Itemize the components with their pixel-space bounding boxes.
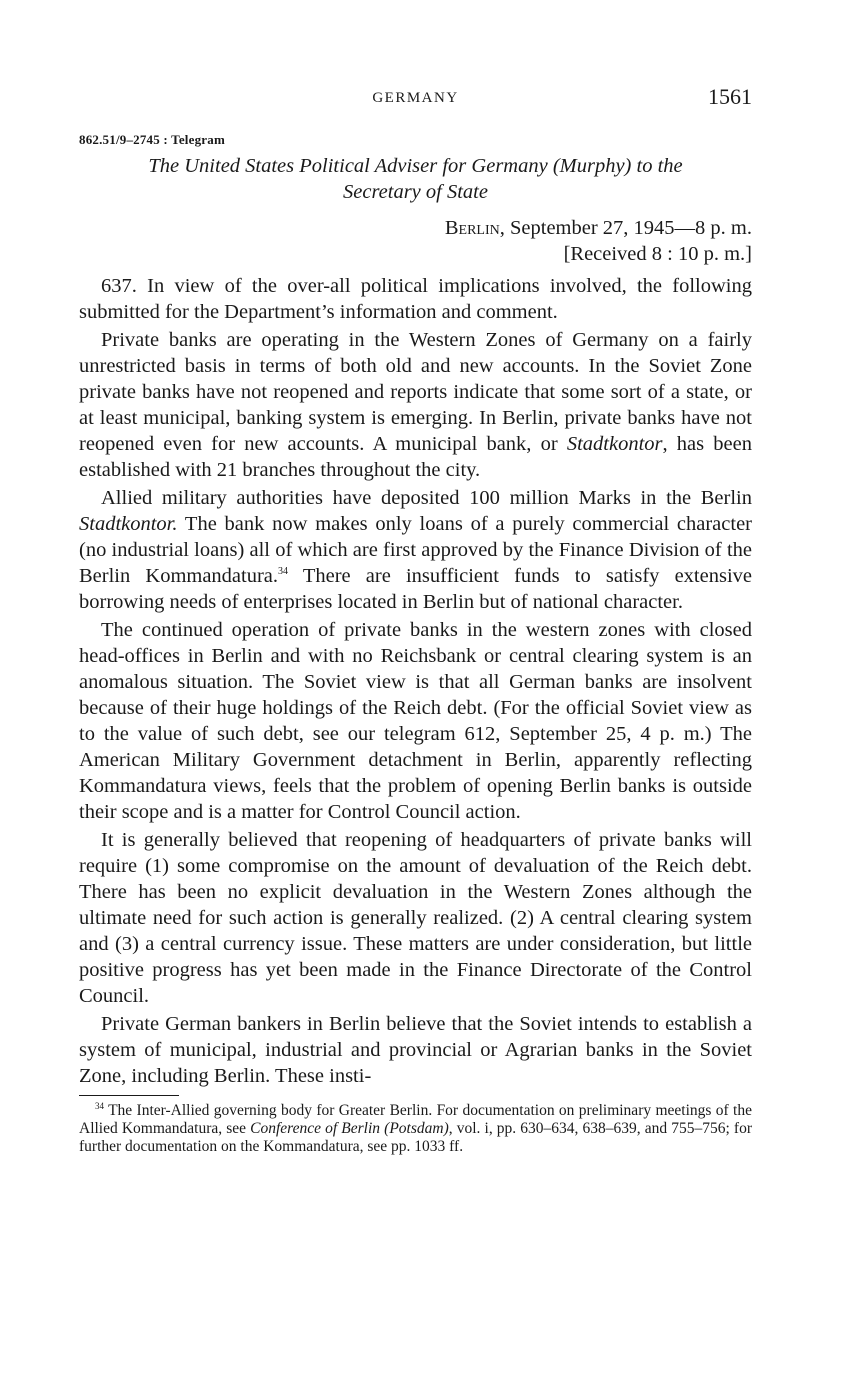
footnote-marker: 34 bbox=[95, 1101, 104, 1111]
document-page bbox=[79, 84, 752, 1156]
page-number: 1561 bbox=[708, 84, 752, 109]
paragraph-3-term: Stadtkontor. bbox=[79, 513, 178, 535]
running-title: GERMANY bbox=[372, 90, 459, 106]
paragraph-2 bbox=[79, 327, 752, 483]
paragraph-3-text-a: Allied military authorities have deposited 100 million Marks in the Berlin bbox=[101, 487, 752, 509]
paragraph-5: It is generally believed that reopening of headquarters of private banks will require (1) some compromise on the amount of devaluation of the Reich debt. There has been no explicit devaluation in the Western Zones although the ultimate need for such action is generally realized. (2) A central clearing system and (3) a central currency issue. These matters are under consideration, but little positive progress has yet been made in the Finance Directorate of the Control Council. bbox=[79, 829, 752, 1007]
document-title-line-1: The United States Political Adviser for Germany (Murphy) to the bbox=[148, 155, 683, 177]
paragraph-2-text-b: , has been established with 21 branches throughout the city. bbox=[79, 433, 753, 481]
paragraph-3 bbox=[79, 485, 752, 615]
paragraph-6: Private German bankers in Berlin believe that the Soviet intends to establish a system of municipal, industrial and provincial or Agrarian banks in the Soviet Zone, including Berlin. These insti- bbox=[79, 1013, 752, 1087]
paragraph-2-term: Stadtkontor bbox=[566, 433, 663, 455]
footnote-divider bbox=[79, 1095, 179, 1096]
footnote-text-a: The Inter-Allied governing body for Greater Berlin. For documentation on preliminary meetings of the Allied Kommandatura, see bbox=[79, 1102, 752, 1137]
footnote-reference: 34 bbox=[278, 566, 289, 577]
paragraph-1: 637. In view of the over-all political implications involved, the following submitted for the Department’s information and comment. bbox=[79, 275, 752, 323]
running-head bbox=[79, 84, 752, 116]
telegram-body bbox=[79, 273, 752, 1089]
dateline-received: [Received 8 : 10 p. m.] bbox=[563, 243, 752, 265]
document-title bbox=[79, 153, 752, 205]
paragraph-3-text-c: There are insufficient funds to satisfy extensive borrowing needs of enterprises located in Berlin but of national character. bbox=[79, 565, 752, 613]
footnote-text-b: , vol. i, pp. 630–634, 638–639, and 755–756; for further documentation on the Kommandatura, see pp. 1033 ff. bbox=[79, 1120, 752, 1155]
dateline bbox=[79, 215, 752, 267]
paragraph-2-text-a: Private banks are operating in the Western Zones of Germany on a fairly unrestricted basis in terms of both old and new accounts. In the Soviet Zone private banks have not reopened and reports indicate that some sort of a state, or at least municipal, banking system is emerging. In Berlin, private banks have not reopened even for new accounts. A municipal bank, or bbox=[79, 329, 752, 455]
paragraph-3-text-b: The bank now makes only loans of a purely commercial character (no industrial loans) all of which are first approved by the Finance Division of the Berlin Kommandatura. bbox=[79, 513, 752, 587]
file-reference: 862.51/9–2745 : Telegram bbox=[79, 132, 225, 147]
dateline-date: , September 27, 1945—8 p. m. bbox=[499, 217, 752, 239]
dateline-sent bbox=[79, 215, 752, 241]
paragraph-4: The continued operation of private banks in the western zones with closed head-offices in Berlin and with no Reichsbank or central clearing system is an anomalous situation. The Soviet view is that all German banks are insolvent because of their huge holdings of the Reich debt. (For the official Soviet view as to the value of such debt, see our telegram 612, September 25, 4 p. m.) The American Military Government detachment in Berlin, apparently reflecting Kommandatura views, feels that the problem of opening Berlin banks is outside their scope and is a matter for Control Council action. bbox=[79, 619, 752, 823]
document-title-line-2: Secretary of State bbox=[343, 181, 488, 203]
footnote-conference-title: Conference of Berlin (Potsdam) bbox=[250, 1120, 449, 1137]
footnote bbox=[79, 1102, 752, 1156]
dateline-place: Berlin bbox=[444, 217, 500, 239]
